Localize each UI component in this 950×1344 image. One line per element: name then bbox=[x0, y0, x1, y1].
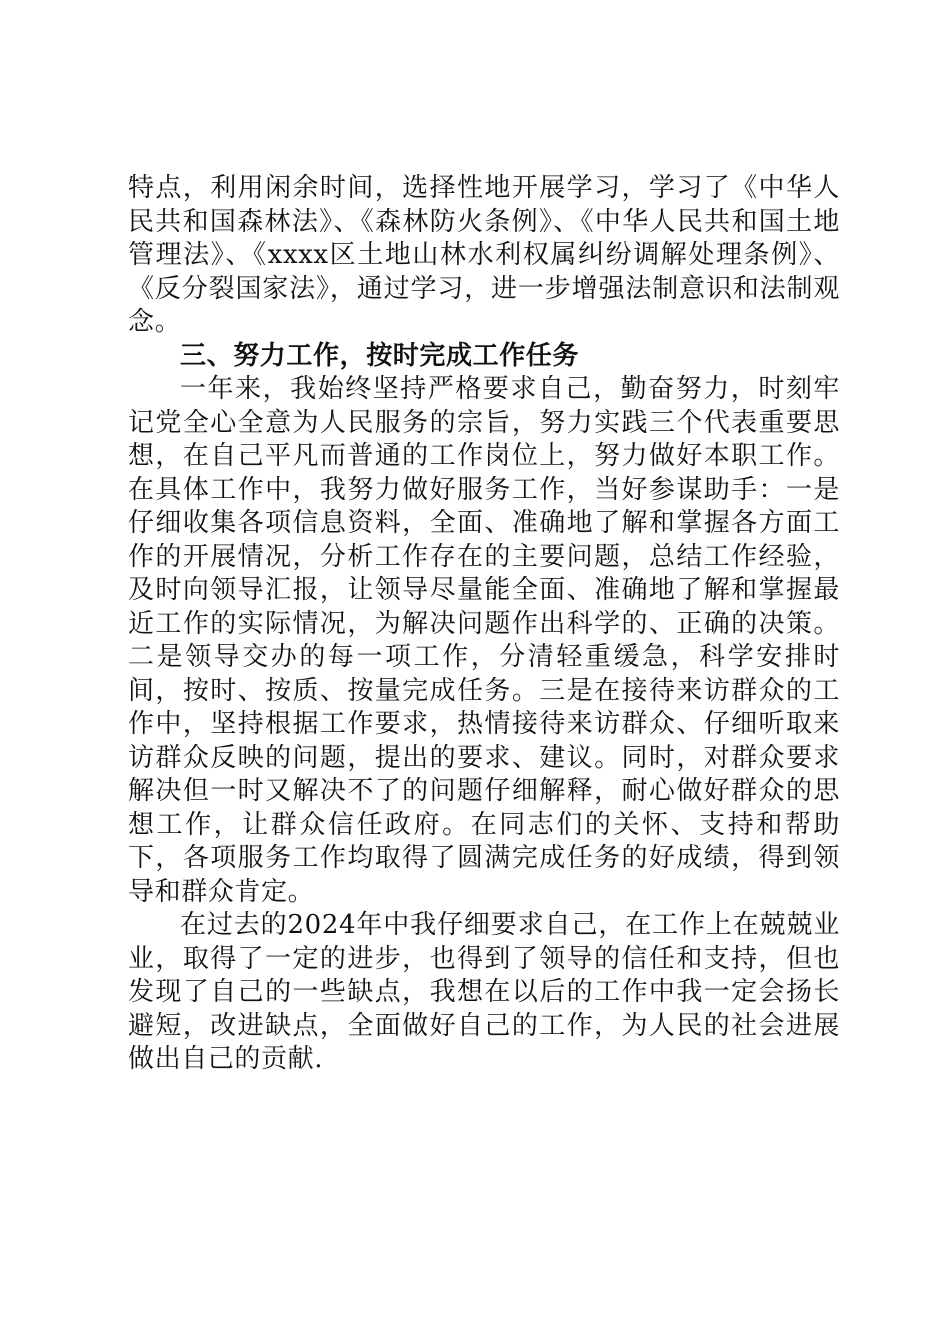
document-body bbox=[128, 172, 840, 1077]
continued-paragraph: 特点，利用闲余时间，选择性地开展学习，学习了《中华人民共和国森林法》、《森林防火条例》、《中华人民共和国土地管理法》、《xxxx区土地山林水利权属纠纷调解处理条例》、《反分裂国家法》，通过学习，进一步增强法制意识和法制观念。 bbox=[128, 173, 840, 337]
work-paragraph: 一年来，我始终坚持严格要求自己，勤奋努力，时刻牢记党全心全意为人民服务的宗旨，努力实践三个代表重要思想，在自己平凡而普通的工作岗位上，努力做好本职工作。在具体工作中，我努力做好服务工作，当好参谋助手：一是仔细收集各项信息资料，全面、准确地了解和掌握各方面工作的开展情况，分析工作存在的主要问题，总结工作经验，及时向领导汇报，让领导尽量能全面、准确地了解和掌握最近工作的实际情况，为解决问题作出科学的、正确的决策。二是领导交办的每一项工作，分清轻重缓急，科学安排时间，按时、按质、按量完成任务。三是在接待来访群众的工作中，坚持根据工作要求，热情接待来访群众、仔细听取来访群众反映的问题，提出的要求、建议。同时，对群众要求解决但一时又解决不了的问题仔细解释，耐心做好群众的思想工作，让群众信任政府。在同志们的关怀、支持和帮助下，各项服务工作均取得了圆满完成任务的好成绩，得到领导和群众肯定。 bbox=[128, 374, 840, 907]
closing-paragraph: 在过去的2024年中我仔细要求自己，在工作上在兢兢业业，取得了一定的进步，也得到了领导的信任和支持，但也发现了自己的一些缺点，我想在以后的工作中我一定会扬长避短，改进缺点，全面做好自己的工作，为人民的社会进展做出自己的贡献. bbox=[128, 910, 840, 1074]
section-heading: 三、努力工作，按时完成工作任务 bbox=[180, 340, 580, 371]
